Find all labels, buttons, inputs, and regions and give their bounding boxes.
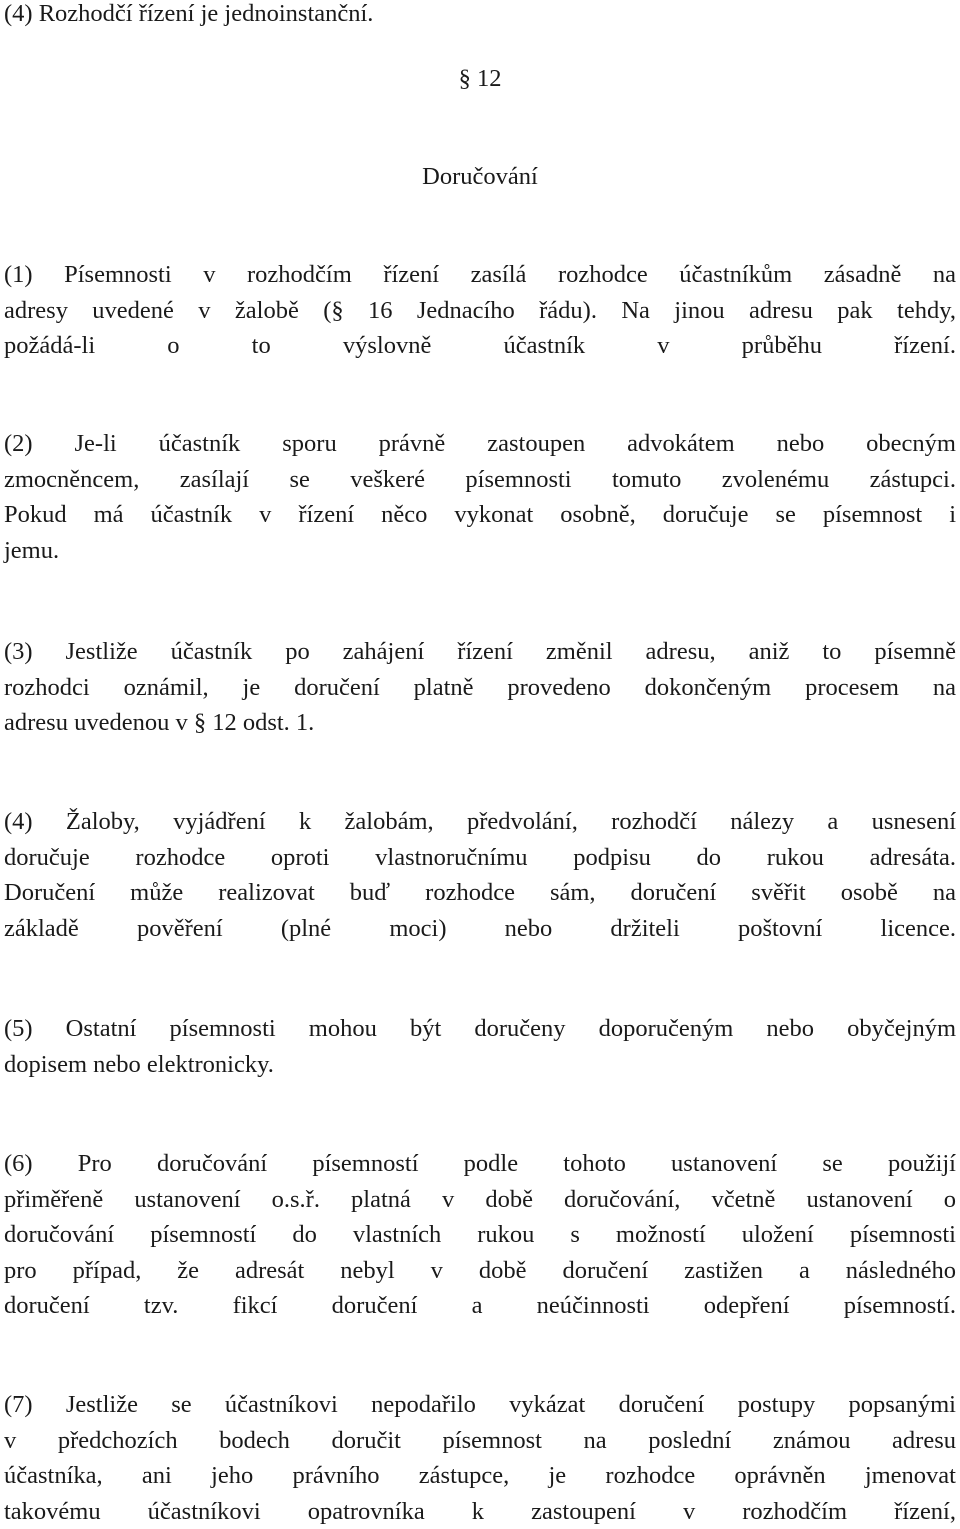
paragraph-1 — [4, 257, 956, 364]
paragraph-line: jemu. — [4, 536, 60, 564]
paragraph-line: (7) Jestliže se účastníkovi nepodařilo vykázat doručení postupy popsanými — [4, 1391, 956, 1418]
paragraph-line: rozhodci oznámil, je doručení platně provedeno dokončeným procesem na — [4, 673, 956, 701]
paragraph-line: dopisem nebo elektronicky. — [4, 1050, 274, 1078]
paragraph-line: (2) Je-li účastník sporu právně zastoupen advokátem nebo obecným — [4, 430, 956, 457]
paragraph-line: doručuje rozhodce oproti vlastnoručnímu podpisu do rukou adresáta. — [4, 843, 956, 871]
paragraph-6 — [4, 1146, 956, 1324]
paragraph-line: přiměřeně ustanovení o.s.ř. platná v době doručování, včetně ustanovení o — [4, 1185, 956, 1213]
paragraph-line: (4) Žaloby, vyjádření k žalobám, předvolání, rozhodčí nálezy a usnesení — [4, 808, 956, 835]
paragraph-line: Doručení může realizovat buď rozhodce sám, doručení svěřit osobě na — [4, 879, 956, 906]
paragraph-5 — [4, 1011, 956, 1082]
paragraph-line: základě pověření (plné moci) nebo držiteli poštovní licence. — [4, 914, 956, 942]
paragraph-4 — [4, 804, 956, 946]
paragraph-2 — [4, 426, 956, 568]
paragraph-line: (6) Pro doručování písemností podle tohoto ustanovení se použijí — [4, 1150, 956, 1177]
paragraph-line: doručení tzv. fikcí doručení a neúčinnosti odepření písemností. — [4, 1292, 956, 1319]
paragraph-line: požádá-li o to výslovně účastník v průběhu řízení. — [4, 332, 956, 359]
paragraph-line: (3) Jestliže účastník po zahájení řízení změnil adresu, aniž to písemně — [4, 638, 956, 665]
paragraph-line: (1) Písemnosti v rozhodčím řízení zasílá rozhodce účastníkům zásadně na — [4, 261, 956, 288]
top-line: (4) Rozhodčí řízení je jednoinstanční. — [4, 0, 374, 27]
paragraph-line: adresy uvedené v žalobě (§ 16 Jednacího řádu). Na jinou adresu pak tehdy, — [4, 296, 956, 324]
paragraph-line: takovému účastníkovi opatrovníka k zastoupení v rozhodčím řízení, — [4, 1497, 956, 1525]
paragraph-7 — [4, 1387, 956, 1529]
paragraph-line: pro případ, že adresát nebyl v době doručení zastižen a následného — [4, 1256, 956, 1284]
paragraph-3 — [4, 634, 956, 741]
section-title: Doručování — [422, 163, 538, 190]
paragraph-line: v předchozích bodech doručit písemnost na poslední známou adresu — [4, 1426, 956, 1454]
paragraph-line: (5) Ostatní písemnosti mohou být doručeny doporučeným nebo obyčejným — [4, 1015, 956, 1042]
paragraph-line: adresu uvedenou v § 12 odst. 1. — [4, 709, 315, 736]
paragraph-line: Pokud má účastník v řízení něco vykonat osobně, doručuje se písemnost i — [4, 501, 956, 528]
section-number: § 12 — [458, 65, 502, 92]
paragraph-line: zmocněncem, zasílají se veškeré písemnosti tomuto zvolenému zástupci. — [4, 465, 956, 493]
paragraph-line: doručování písemností do vlastních rukou s možností uložení písemnosti — [4, 1221, 956, 1248]
paragraph-line: účastníka, ani jeho právního zástupce, je rozhodce oprávněn jmenovat — [4, 1462, 956, 1489]
